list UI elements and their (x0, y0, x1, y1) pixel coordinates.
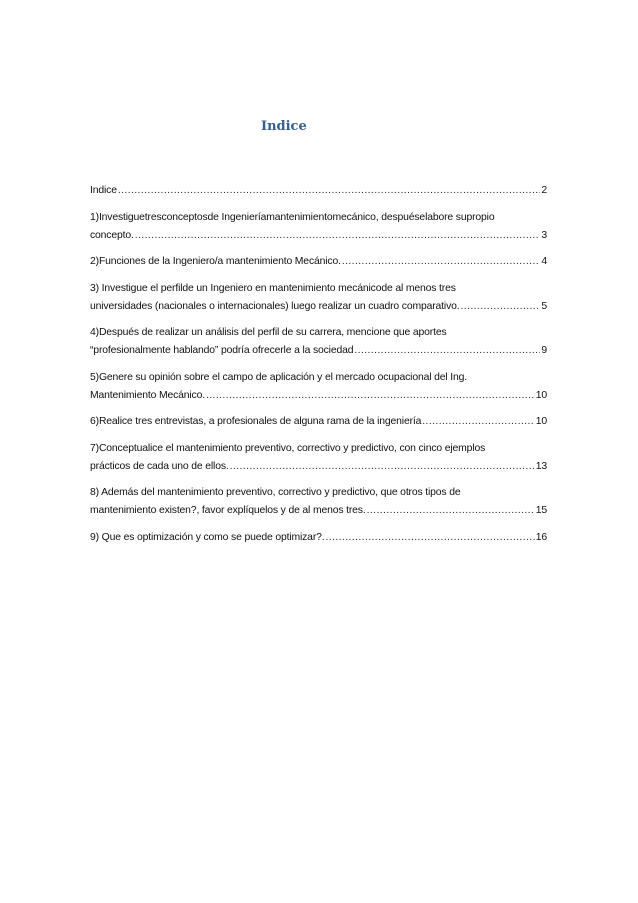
dot-leader (422, 413, 534, 431)
toc-page-number: 15 (535, 505, 547, 516)
toc-entry-label: “profesionalmente hablando” podría ofrecerle a la sociedad (90, 345, 354, 356)
toc-entry-label: concepto. (90, 229, 134, 241)
dot-leader (135, 227, 541, 245)
toc-entry-first-line: 4)Después de realizar un análisis del perfil de su carrera, mencione que aportes (90, 327, 447, 338)
toc-page-number: 2 (541, 185, 547, 196)
toc-line (90, 182, 547, 200)
toc-page-number: 4 (541, 256, 547, 267)
toc-line (90, 413, 547, 431)
toc-entry[interactable] (90, 369, 547, 405)
toc-entry-label: Mantenimiento Mecánico. (90, 389, 205, 401)
toc-line (90, 253, 547, 271)
toc-line (90, 458, 547, 476)
toc-entry[interactable] (90, 253, 547, 271)
toc-entry-label: universidades (nacionales o internacionales) luego realizar un cuadro comparativo. (90, 300, 460, 312)
toc-entry-label: mantenimiento existen?, favor explíquelos y de al menos tres. (90, 505, 366, 516)
toc-entry[interactable] (90, 413, 547, 431)
toc-page-number: 16 (535, 531, 547, 543)
toc-entry-label: Indice (90, 185, 117, 196)
toc-entry[interactable] (90, 324, 547, 360)
dot-leader (367, 502, 535, 520)
toc-entry-label: 2)Funciones de la Ingeniero/a mantenimiento Mecánico. (90, 256, 341, 267)
toc-entry-first-line: 5)Genere su opinión sobre el campo de aplicación y el mercado ocupacional del Ing. (90, 371, 468, 383)
dot-leader (206, 387, 535, 405)
dot-leader (230, 458, 535, 476)
toc-entry-first-line: 1)Investiguetresconceptosde Ingenieríamantenimientomecánico, despuéselabore supropio (90, 211, 495, 223)
dot-leader (342, 253, 541, 271)
dot-leader (118, 182, 541, 200)
toc-line (90, 298, 547, 316)
toc-entry[interactable] (90, 440, 547, 476)
toc-entry-label: 9) Que es optimización y como se puede optimizar?. (90, 531, 325, 543)
toc-line (90, 227, 547, 245)
toc-entry-first-line: 8) Además del mantenimiento preventivo, correctivo y predictivo, que otros tipos de (90, 487, 461, 498)
toc-page-number: 5 (541, 300, 547, 312)
toc-entry[interactable] (90, 209, 547, 245)
table-of-contents (90, 182, 547, 555)
toc-entry[interactable] (90, 280, 547, 316)
toc-page-number: 13 (535, 460, 547, 472)
toc-line (90, 342, 547, 360)
toc-line (90, 502, 547, 520)
toc-page-number: 10 (535, 389, 547, 401)
toc-line (90, 529, 547, 547)
dot-leader (354, 342, 540, 360)
toc-entry[interactable] (90, 529, 547, 547)
toc-entry-label: 6)Realice tres entrevistas, a profesionales de alguna rama de la ingeniería (90, 416, 422, 427)
toc-line (90, 387, 547, 405)
toc-page-number: 10 (535, 416, 547, 427)
toc-entry-first-line: 3) Investigue el perfilde un Ingeniero en mantenimiento mecánicode al menos tres (90, 282, 456, 294)
toc-entry-first-line: 7)Conceptualice el mantenimiento preventivo, correctivo y predictivo, con cinco ejemplos (90, 442, 486, 454)
toc-page-number: 3 (541, 229, 547, 241)
page-title-text: Indice (261, 119, 307, 134)
toc-entry-label: prácticos de cada uno de ellos. (90, 460, 229, 472)
dot-leader (461, 298, 541, 316)
dot-leader (326, 529, 535, 547)
toc-entry[interactable] (90, 182, 547, 200)
toc-entry[interactable] (90, 484, 547, 520)
toc-page-number: 9 (541, 345, 547, 356)
